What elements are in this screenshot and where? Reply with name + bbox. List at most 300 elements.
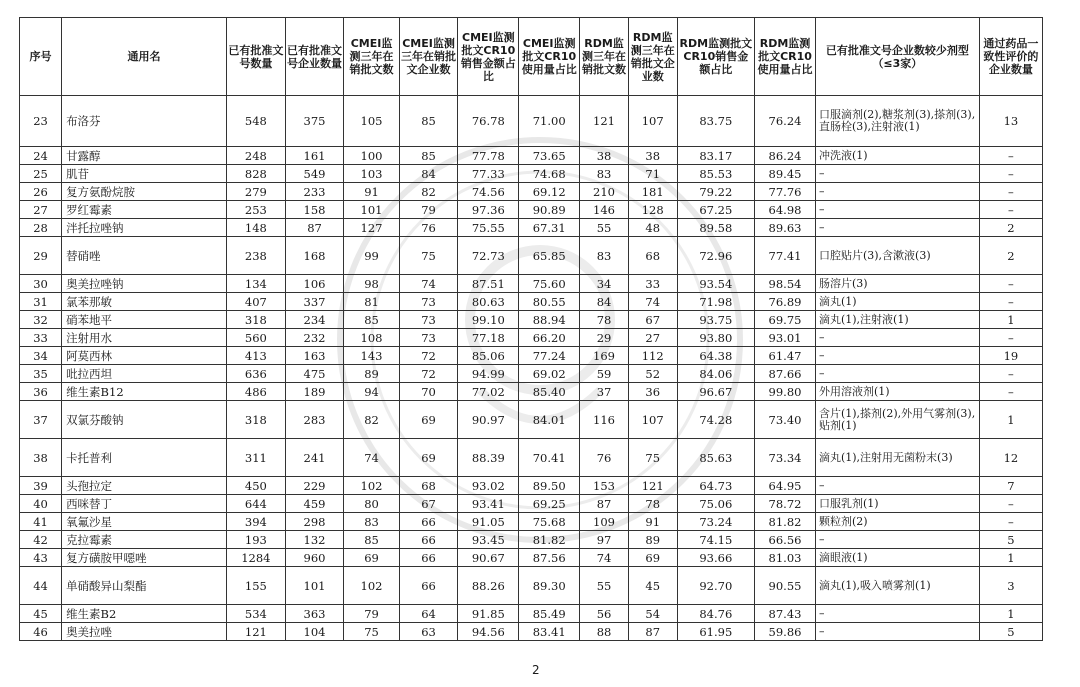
cmei-cr10-usage-share: 75.68 bbox=[519, 513, 580, 531]
rdm-approvals-on-sale: 153 bbox=[580, 477, 629, 495]
row-number: 29 bbox=[20, 237, 62, 275]
approval-count: 560 bbox=[227, 329, 286, 347]
cmei-companies-on-sale: 85 bbox=[399, 96, 458, 147]
rdm-companies-on-sale: 74 bbox=[628, 293, 677, 311]
rdm-cr10-usage-share: 93.01 bbox=[755, 329, 816, 347]
consistency-eval-company-count: 3 bbox=[979, 567, 1042, 605]
cmei-approvals-on-sale: 108 bbox=[344, 329, 399, 347]
cmei-cr10-sales-share: 93.02 bbox=[458, 477, 519, 495]
approval-company-count: 283 bbox=[285, 401, 344, 439]
cmei-cr10-usage-share: 75.60 bbox=[519, 275, 580, 293]
low-company-dosage-forms: 冲洗液(1) bbox=[815, 147, 979, 165]
consistency-eval-company-count: – bbox=[979, 293, 1042, 311]
approval-company-count: 363 bbox=[285, 605, 344, 623]
row-number: 35 bbox=[20, 365, 62, 383]
drug-name: 替硝唑 bbox=[62, 237, 227, 275]
rdm-approvals-on-sale: 56 bbox=[580, 605, 629, 623]
approval-count: 394 bbox=[227, 513, 286, 531]
row-number: 38 bbox=[20, 439, 62, 477]
low-company-dosage-forms: 滴丸(1),注射用无菌粉末(3) bbox=[815, 439, 979, 477]
approval-company-count: 475 bbox=[285, 365, 344, 383]
low-company-dosage-forms: – bbox=[815, 531, 979, 549]
low-company-dosage-forms: – bbox=[815, 165, 979, 183]
cmei-cr10-sales-share: 90.97 bbox=[458, 401, 519, 439]
cmei-companies-on-sale: 68 bbox=[399, 477, 458, 495]
row-number: 42 bbox=[20, 531, 62, 549]
cmei-companies-on-sale: 76 bbox=[399, 219, 458, 237]
rdm-cr10-sales-share: 67.25 bbox=[677, 201, 755, 219]
row-number: 45 bbox=[20, 605, 62, 623]
consistency-eval-company-count: 1 bbox=[979, 311, 1042, 329]
rdm-companies-on-sale: 52 bbox=[628, 365, 677, 383]
table-body bbox=[20, 96, 1043, 641]
drug-name: 氯苯那敏 bbox=[62, 293, 227, 311]
cmei-companies-on-sale: 66 bbox=[399, 531, 458, 549]
rdm-cr10-sales-share: 71.98 bbox=[677, 293, 755, 311]
approval-company-count: 337 bbox=[285, 293, 344, 311]
header-cell: RDM监测批文CR10使用量占比 bbox=[755, 18, 816, 96]
rdm-companies-on-sale: 87 bbox=[628, 623, 677, 641]
table-row bbox=[20, 549, 1043, 567]
consistency-eval-company-count: 5 bbox=[979, 623, 1042, 641]
header-cell: CMEI监测批文CR10销售金额占比 bbox=[458, 18, 519, 96]
approval-count: 318 bbox=[227, 311, 286, 329]
rdm-cr10-sales-share: 64.38 bbox=[677, 347, 755, 365]
low-company-dosage-forms: – bbox=[815, 219, 979, 237]
rdm-approvals-on-sale: 169 bbox=[580, 347, 629, 365]
cmei-cr10-sales-share: 85.06 bbox=[458, 347, 519, 365]
low-company-dosage-forms: – bbox=[815, 365, 979, 383]
consistency-eval-company-count: 1 bbox=[979, 605, 1042, 623]
approval-company-count: 163 bbox=[285, 347, 344, 365]
rdm-approvals-on-sale: 37 bbox=[580, 383, 629, 401]
rdm-approvals-on-sale: 97 bbox=[580, 531, 629, 549]
rdm-cr10-sales-share: 84.76 bbox=[677, 605, 755, 623]
low-company-dosage-forms: 滴丸(1),吸入喷雾剂(1) bbox=[815, 567, 979, 605]
approval-company-count: 229 bbox=[285, 477, 344, 495]
consistency-eval-company-count: – bbox=[979, 329, 1042, 347]
rdm-companies-on-sale: 107 bbox=[628, 401, 677, 439]
drug-name: 罗红霉素 bbox=[62, 201, 227, 219]
cmei-cr10-usage-share: 67.31 bbox=[519, 219, 580, 237]
cmei-companies-on-sale: 73 bbox=[399, 329, 458, 347]
rdm-cr10-usage-share: 87.43 bbox=[755, 605, 816, 623]
low-company-dosage-forms: – bbox=[815, 623, 979, 641]
cmei-cr10-usage-share: 65.85 bbox=[519, 237, 580, 275]
rdm-companies-on-sale: 78 bbox=[628, 495, 677, 513]
row-number: 46 bbox=[20, 623, 62, 641]
row-number: 28 bbox=[20, 219, 62, 237]
cmei-approvals-on-sale: 81 bbox=[344, 293, 399, 311]
cmei-companies-on-sale: 70 bbox=[399, 383, 458, 401]
cmei-cr10-usage-share: 70.41 bbox=[519, 439, 580, 477]
cmei-cr10-usage-share: 90.89 bbox=[519, 201, 580, 219]
cmei-cr10-usage-share: 69.02 bbox=[519, 365, 580, 383]
drug-name: 单硝酸异山梨酯 bbox=[62, 567, 227, 605]
rdm-companies-on-sale: 107 bbox=[628, 96, 677, 147]
approval-count: 644 bbox=[227, 495, 286, 513]
header-cell: RDM监测三年在销批文企业数 bbox=[628, 18, 677, 96]
cmei-approvals-on-sale: 127 bbox=[344, 219, 399, 237]
header-cell: 序号 bbox=[20, 18, 62, 96]
rdm-approvals-on-sale: 88 bbox=[580, 623, 629, 641]
rdm-companies-on-sale: 45 bbox=[628, 567, 677, 605]
table-row bbox=[20, 531, 1043, 549]
consistency-eval-company-count: – bbox=[979, 365, 1042, 383]
consistency-eval-company-count: – bbox=[979, 147, 1042, 165]
row-number: 36 bbox=[20, 383, 62, 401]
rdm-companies-on-sale: 69 bbox=[628, 549, 677, 567]
drug-name: 复方磺胺甲噁唑 bbox=[62, 549, 227, 567]
table-row bbox=[20, 219, 1043, 237]
low-company-dosage-forms: 滴丸(1) bbox=[815, 293, 979, 311]
row-number: 44 bbox=[20, 567, 62, 605]
rdm-approvals-on-sale: 87 bbox=[580, 495, 629, 513]
rdm-approvals-on-sale: 59 bbox=[580, 365, 629, 383]
approval-count: 450 bbox=[227, 477, 286, 495]
cmei-cr10-usage-share: 81.82 bbox=[519, 531, 580, 549]
rdm-cr10-sales-share: 85.63 bbox=[677, 439, 755, 477]
consistency-eval-company-count: – bbox=[979, 275, 1042, 293]
table-row bbox=[20, 275, 1043, 293]
low-company-dosage-forms: – bbox=[815, 347, 979, 365]
rdm-cr10-usage-share: 61.47 bbox=[755, 347, 816, 365]
rdm-approvals-on-sale: 116 bbox=[580, 401, 629, 439]
cmei-approvals-on-sale: 101 bbox=[344, 201, 399, 219]
row-number: 23 bbox=[20, 96, 62, 147]
approval-count: 238 bbox=[227, 237, 286, 275]
header-cell: 已有批准文号企业数较少剂型（≤3家） bbox=[815, 18, 979, 96]
low-company-dosage-forms: – bbox=[815, 329, 979, 347]
table-row bbox=[20, 165, 1043, 183]
drug-name: 阿莫西林 bbox=[62, 347, 227, 365]
drug-name: 泮托拉唑钠 bbox=[62, 219, 227, 237]
cmei-approvals-on-sale: 100 bbox=[344, 147, 399, 165]
cmei-cr10-sales-share: 80.63 bbox=[458, 293, 519, 311]
cmei-approvals-on-sale: 94 bbox=[344, 383, 399, 401]
drug-name: 奥美拉唑 bbox=[62, 623, 227, 641]
rdm-cr10-sales-share: 93.54 bbox=[677, 275, 755, 293]
cmei-companies-on-sale: 69 bbox=[399, 439, 458, 477]
cmei-approvals-on-sale: 89 bbox=[344, 365, 399, 383]
rdm-companies-on-sale: 67 bbox=[628, 311, 677, 329]
approval-count: 548 bbox=[227, 96, 286, 147]
cmei-cr10-sales-share: 90.67 bbox=[458, 549, 519, 567]
cmei-approvals-on-sale: 102 bbox=[344, 567, 399, 605]
low-company-dosage-forms: – bbox=[815, 183, 979, 201]
cmei-approvals-on-sale: 105 bbox=[344, 96, 399, 147]
rdm-cr10-sales-share: 93.75 bbox=[677, 311, 755, 329]
approval-count: 121 bbox=[227, 623, 286, 641]
approval-count: 279 bbox=[227, 183, 286, 201]
rdm-cr10-sales-share: 96.67 bbox=[677, 383, 755, 401]
rdm-cr10-usage-share: 73.40 bbox=[755, 401, 816, 439]
cmei-cr10-sales-share: 94.56 bbox=[458, 623, 519, 641]
cmei-cr10-usage-share: 69.12 bbox=[519, 183, 580, 201]
rdm-companies-on-sale: 68 bbox=[628, 237, 677, 275]
table-row bbox=[20, 365, 1043, 383]
cmei-approvals-on-sale: 69 bbox=[344, 549, 399, 567]
consistency-eval-company-count: – bbox=[979, 513, 1042, 531]
header-cell: 通过药品一致性评价的企业数量 bbox=[979, 18, 1042, 96]
rdm-companies-on-sale: 75 bbox=[628, 439, 677, 477]
rdm-cr10-usage-share: 77.41 bbox=[755, 237, 816, 275]
page-number: 2 bbox=[532, 663, 540, 677]
rdm-cr10-sales-share: 83.75 bbox=[677, 96, 755, 147]
rdm-companies-on-sale: 27 bbox=[628, 329, 677, 347]
rdm-cr10-usage-share: 81.03 bbox=[755, 549, 816, 567]
rdm-companies-on-sale: 91 bbox=[628, 513, 677, 531]
cmei-cr10-usage-share: 89.50 bbox=[519, 477, 580, 495]
table-header-row bbox=[20, 18, 1043, 96]
approval-company-count: 104 bbox=[285, 623, 344, 641]
cmei-cr10-usage-share: 69.25 bbox=[519, 495, 580, 513]
header-cell: CMEI监测三年在销批文数 bbox=[344, 18, 399, 96]
table-row bbox=[20, 293, 1043, 311]
approval-count: 413 bbox=[227, 347, 286, 365]
rdm-cr10-usage-share: 77.76 bbox=[755, 183, 816, 201]
table-row bbox=[20, 567, 1043, 605]
rdm-approvals-on-sale: 84 bbox=[580, 293, 629, 311]
rdm-approvals-on-sale: 74 bbox=[580, 549, 629, 567]
rdm-cr10-usage-share: 64.98 bbox=[755, 201, 816, 219]
cmei-approvals-on-sale: 75 bbox=[344, 623, 399, 641]
header-cell: RDM监测三年在销批文数 bbox=[580, 18, 629, 96]
consistency-eval-company-count: 13 bbox=[979, 96, 1042, 147]
approval-count: 155 bbox=[227, 567, 286, 605]
cmei-cr10-usage-share: 85.40 bbox=[519, 383, 580, 401]
approval-company-count: 459 bbox=[285, 495, 344, 513]
rdm-approvals-on-sale: 121 bbox=[580, 96, 629, 147]
cmei-cr10-sales-share: 72.73 bbox=[458, 237, 519, 275]
rdm-approvals-on-sale: 55 bbox=[580, 219, 629, 237]
table-row bbox=[20, 183, 1043, 201]
rdm-cr10-usage-share: 76.89 bbox=[755, 293, 816, 311]
approval-company-count: 158 bbox=[285, 201, 344, 219]
rdm-cr10-usage-share: 90.55 bbox=[755, 567, 816, 605]
rdm-cr10-usage-share: 78.72 bbox=[755, 495, 816, 513]
approval-count: 134 bbox=[227, 275, 286, 293]
rdm-cr10-usage-share: 69.75 bbox=[755, 311, 816, 329]
table-row bbox=[20, 201, 1043, 219]
approval-count: 1284 bbox=[227, 549, 286, 567]
rdm-cr10-usage-share: 81.82 bbox=[755, 513, 816, 531]
table-row bbox=[20, 495, 1043, 513]
low-company-dosage-forms: – bbox=[815, 605, 979, 623]
drug-data-table bbox=[19, 17, 1043, 641]
low-company-dosage-forms: 颗粒剂(2) bbox=[815, 513, 979, 531]
cmei-approvals-on-sale: 99 bbox=[344, 237, 399, 275]
cmei-companies-on-sale: 82 bbox=[399, 183, 458, 201]
table-row bbox=[20, 513, 1043, 531]
approval-company-count: 241 bbox=[285, 439, 344, 477]
drug-name: 氧氟沙星 bbox=[62, 513, 227, 531]
rdm-cr10-sales-share: 74.15 bbox=[677, 531, 755, 549]
row-number: 30 bbox=[20, 275, 62, 293]
low-company-dosage-forms: 含片(1),搽剂(2),外用气雾剂(3),贴剂(1) bbox=[815, 401, 979, 439]
rdm-cr10-sales-share: 84.06 bbox=[677, 365, 755, 383]
cmei-cr10-sales-share: 77.78 bbox=[458, 147, 519, 165]
consistency-eval-company-count: – bbox=[979, 165, 1042, 183]
low-company-dosage-forms: 滴眼液(1) bbox=[815, 549, 979, 567]
approval-count: 407 bbox=[227, 293, 286, 311]
approval-company-count: 101 bbox=[285, 567, 344, 605]
cmei-cr10-usage-share: 66.20 bbox=[519, 329, 580, 347]
cmei-cr10-sales-share: 91.05 bbox=[458, 513, 519, 531]
cmei-cr10-sales-share: 99.10 bbox=[458, 311, 519, 329]
row-number: 34 bbox=[20, 347, 62, 365]
cmei-cr10-usage-share: 87.56 bbox=[519, 549, 580, 567]
rdm-approvals-on-sale: 78 bbox=[580, 311, 629, 329]
cmei-cr10-sales-share: 74.56 bbox=[458, 183, 519, 201]
table-row bbox=[20, 329, 1043, 347]
consistency-eval-company-count: – bbox=[979, 383, 1042, 401]
rdm-cr10-usage-share: 98.54 bbox=[755, 275, 816, 293]
cmei-cr10-usage-share: 83.41 bbox=[519, 623, 580, 641]
drug-name: 卡托普利 bbox=[62, 439, 227, 477]
rdm-cr10-sales-share: 75.06 bbox=[677, 495, 755, 513]
rdm-approvals-on-sale: 109 bbox=[580, 513, 629, 531]
rdm-approvals-on-sale: 29 bbox=[580, 329, 629, 347]
rdm-approvals-on-sale: 83 bbox=[580, 237, 629, 275]
cmei-companies-on-sale: 73 bbox=[399, 293, 458, 311]
cmei-companies-on-sale: 63 bbox=[399, 623, 458, 641]
rdm-companies-on-sale: 89 bbox=[628, 531, 677, 549]
cmei-cr10-sales-share: 76.78 bbox=[458, 96, 519, 147]
rdm-cr10-sales-share: 93.80 bbox=[677, 329, 755, 347]
table-row bbox=[20, 347, 1043, 365]
rdm-cr10-sales-share: 85.53 bbox=[677, 165, 755, 183]
rdm-cr10-sales-share: 92.70 bbox=[677, 567, 755, 605]
cmei-approvals-on-sale: 143 bbox=[344, 347, 399, 365]
drug-name: 吡拉西坦 bbox=[62, 365, 227, 383]
rdm-companies-on-sale: 71 bbox=[628, 165, 677, 183]
cmei-cr10-usage-share: 71.00 bbox=[519, 96, 580, 147]
consistency-eval-company-count: 1 bbox=[979, 549, 1042, 567]
drug-name: 维生素B12 bbox=[62, 383, 227, 401]
cmei-companies-on-sale: 66 bbox=[399, 549, 458, 567]
rdm-cr10-sales-share: 83.17 bbox=[677, 147, 755, 165]
cmei-companies-on-sale: 73 bbox=[399, 311, 458, 329]
cmei-companies-on-sale: 67 bbox=[399, 495, 458, 513]
cmei-companies-on-sale: 66 bbox=[399, 567, 458, 605]
header-cell: 已有批准文号企业数量 bbox=[285, 18, 344, 96]
row-number: 24 bbox=[20, 147, 62, 165]
consistency-eval-company-count: 7 bbox=[979, 477, 1042, 495]
consistency-eval-company-count: – bbox=[979, 201, 1042, 219]
approval-company-count: 161 bbox=[285, 147, 344, 165]
approval-count: 828 bbox=[227, 165, 286, 183]
rdm-approvals-on-sale: 76 bbox=[580, 439, 629, 477]
cmei-approvals-on-sale: 98 bbox=[344, 275, 399, 293]
cmei-cr10-sales-share: 94.99 bbox=[458, 365, 519, 383]
low-company-dosage-forms: 口服乳剂(1) bbox=[815, 495, 979, 513]
cmei-cr10-sales-share: 93.41 bbox=[458, 495, 519, 513]
cmei-companies-on-sale: 79 bbox=[399, 201, 458, 219]
drug-name: 布洛芬 bbox=[62, 96, 227, 147]
rdm-cr10-usage-share: 76.24 bbox=[755, 96, 816, 147]
consistency-eval-company-count: 2 bbox=[979, 237, 1042, 275]
table-row bbox=[20, 237, 1043, 275]
cmei-cr10-sales-share: 97.36 bbox=[458, 201, 519, 219]
consistency-eval-company-count: 2 bbox=[979, 219, 1042, 237]
row-number: 25 bbox=[20, 165, 62, 183]
table-row bbox=[20, 605, 1043, 623]
row-number: 31 bbox=[20, 293, 62, 311]
table-row bbox=[20, 383, 1043, 401]
approval-company-count: 234 bbox=[285, 311, 344, 329]
row-number: 33 bbox=[20, 329, 62, 347]
rdm-cr10-sales-share: 61.95 bbox=[677, 623, 755, 641]
cmei-cr10-sales-share: 93.45 bbox=[458, 531, 519, 549]
drug-name: 注射用水 bbox=[62, 329, 227, 347]
table-row bbox=[20, 401, 1043, 439]
row-number: 41 bbox=[20, 513, 62, 531]
drug-name: 硝苯地平 bbox=[62, 311, 227, 329]
drug-name: 双氯芬酸钠 bbox=[62, 401, 227, 439]
rdm-cr10-usage-share: 73.34 bbox=[755, 439, 816, 477]
rdm-cr10-usage-share: 89.63 bbox=[755, 219, 816, 237]
drug-name: 头孢拉定 bbox=[62, 477, 227, 495]
approval-count: 148 bbox=[227, 219, 286, 237]
rdm-companies-on-sale: 33 bbox=[628, 275, 677, 293]
rdm-cr10-sales-share: 73.24 bbox=[677, 513, 755, 531]
low-company-dosage-forms: 滴丸(1),注射液(1) bbox=[815, 311, 979, 329]
row-number: 27 bbox=[20, 201, 62, 219]
approval-company-count: 232 bbox=[285, 329, 344, 347]
cmei-companies-on-sale: 69 bbox=[399, 401, 458, 439]
rdm-approvals-on-sale: 146 bbox=[580, 201, 629, 219]
rdm-cr10-usage-share: 64.95 bbox=[755, 477, 816, 495]
cmei-approvals-on-sale: 85 bbox=[344, 531, 399, 549]
rdm-cr10-usage-share: 89.45 bbox=[755, 165, 816, 183]
cmei-companies-on-sale: 85 bbox=[399, 147, 458, 165]
rdm-cr10-usage-share: 66.56 bbox=[755, 531, 816, 549]
consistency-eval-company-count: 19 bbox=[979, 347, 1042, 365]
rdm-companies-on-sale: 36 bbox=[628, 383, 677, 401]
rdm-cr10-sales-share: 79.22 bbox=[677, 183, 755, 201]
rdm-cr10-usage-share: 86.24 bbox=[755, 147, 816, 165]
cmei-cr10-usage-share: 85.49 bbox=[519, 605, 580, 623]
rdm-cr10-sales-share: 89.58 bbox=[677, 219, 755, 237]
approval-count: 486 bbox=[227, 383, 286, 401]
cmei-companies-on-sale: 84 bbox=[399, 165, 458, 183]
approval-company-count: 132 bbox=[285, 531, 344, 549]
consistency-eval-company-count: 5 bbox=[979, 531, 1042, 549]
cmei-cr10-sales-share: 88.26 bbox=[458, 567, 519, 605]
approval-count: 248 bbox=[227, 147, 286, 165]
header-cell: CMEI监测批文CR10使用量占比 bbox=[519, 18, 580, 96]
row-number: 26 bbox=[20, 183, 62, 201]
cmei-approvals-on-sale: 83 bbox=[344, 513, 399, 531]
low-company-dosage-forms: 肠溶片(3) bbox=[815, 275, 979, 293]
consistency-eval-company-count: 12 bbox=[979, 439, 1042, 477]
drug-name: 西咪替丁 bbox=[62, 495, 227, 513]
rdm-approvals-on-sale: 55 bbox=[580, 567, 629, 605]
cmei-cr10-usage-share: 84.01 bbox=[519, 401, 580, 439]
cmei-cr10-usage-share: 77.24 bbox=[519, 347, 580, 365]
rdm-companies-on-sale: 181 bbox=[628, 183, 677, 201]
drug-name: 甘露醇 bbox=[62, 147, 227, 165]
cmei-cr10-usage-share: 73.65 bbox=[519, 147, 580, 165]
cmei-approvals-on-sale: 79 bbox=[344, 605, 399, 623]
approval-company-count: 87 bbox=[285, 219, 344, 237]
rdm-cr10-sales-share: 72.96 bbox=[677, 237, 755, 275]
drug-name: 复方氨酚烷胺 bbox=[62, 183, 227, 201]
table-row bbox=[20, 147, 1043, 165]
drug-name: 奥美拉唑钠 bbox=[62, 275, 227, 293]
cmei-companies-on-sale: 74 bbox=[399, 275, 458, 293]
